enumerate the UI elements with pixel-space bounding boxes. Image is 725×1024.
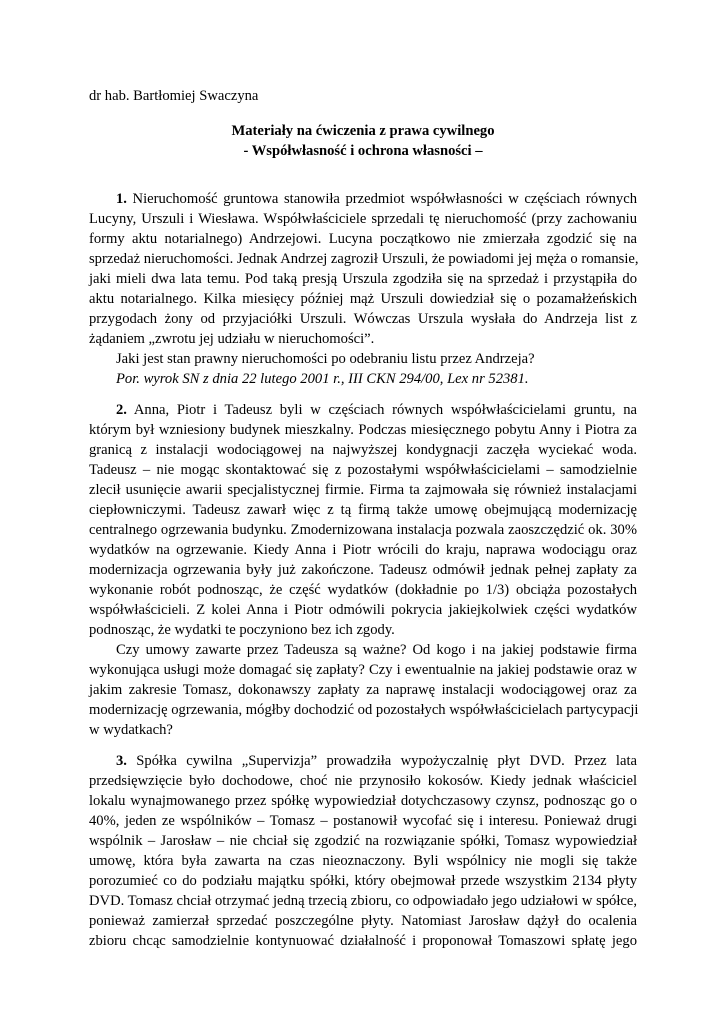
- case-2-line: granicą z instalacji wodociągowej na najwyższej kondygnacji zaczęła wyciekać woda.: [89, 442, 637, 458]
- case-2-question-line: wykonująca usługi może domagać się zapłaty? Czy i ewentualnie na jakiej podstawie oraz w: [89, 662, 637, 678]
- case-2-line: wydatków na ogrzewanie. Kiedy Anna i Piotr wrócili do kraju, naprawa wodociągu oraz: [89, 542, 637, 558]
- case-3-line: wspólnik – Jarosław – nie chciał się zgodzić na rozwiązanie spółki, Tomasz wypowiedział: [89, 833, 637, 849]
- author-line: dr hab. Bartłomiej Swaczyna: [89, 88, 259, 104]
- case-2-line: modernizacja ogrzewania były już zakończone. Tadeusz odmówił jednak pełnej zapłaty za: [89, 562, 637, 578]
- case-2-number: 2.: [116, 402, 127, 418]
- case-1-line: formy aktu notarialnego) Andrzejowi. Lucyna początkowo nie zmierzała zgodzić się na: [89, 231, 637, 247]
- case-3-line: lokalu wynajmowanego przez spółkę wypowiedział dotychczasowy czynsz, podnosząc go o: [89, 793, 637, 809]
- case-1-line: sprzedaż nieruchomości. Jednak Andrzej zagroził Urszuli, że powiadomi jej męża o romansie,: [89, 251, 639, 267]
- case-1-line: jaki mieli dwa lata temu. Pod taką presją Urszula zgodziła się na sprzedaż i przystąpiła do: [89, 271, 637, 287]
- case-1-line: żądaniem „zwrotu jej udziału w nieruchomości”.: [89, 331, 375, 347]
- case-2-line: ciepłowniczymi. Tadeusz zawarł więc z tą firmą także umowę obejmującą modernizację: [89, 502, 637, 518]
- case-2-question-line: modernizację ogrzewania, mógłby dochodzić od pozostałych współwłaścicielach partycypacji: [89, 702, 639, 718]
- case-2-line: współwłaścicieli. Z kolei Anna i Piotr odmówili pokrycia jakiejkolwiek części wydatków: [89, 602, 637, 618]
- case-1-number: 1.: [116, 191, 127, 207]
- case-2-first-line: 2. Anna, Piotr i Tadeusz byli w częściach równych współwłaścicielami gruntu, na: [116, 402, 637, 418]
- title-line-1: Materiały na ćwiczenia z prawa cywilnego: [231, 123, 495, 139]
- case-2-line: wykonanie robót podnosząc, że część wydatków (dokładnie po 1/3) obciąża pozostałych: [89, 582, 637, 598]
- case-3-line: umowę, która była zawarta na czas nieoznaczony. Byli wspólnicy nie mogli się także: [89, 853, 637, 869]
- case-3-line: ponieważ zamierzał sprzedać poszczególne płyty. Natomiast Jarosław dążył do ocalenia: [89, 913, 637, 929]
- case-2-question-line: w wydatkach?: [89, 722, 173, 738]
- case-2-line: którym był wzniesiony budynek mieszkalny. Podczas miesięcznego pobytu Anny i Piotra za: [89, 422, 637, 438]
- title-line-2: - Współwłasność i ochrona własności –: [243, 143, 483, 159]
- case-3-number: 3.: [116, 753, 127, 769]
- case-3-line: DVD. Tomasz chciał otrzymać jedną trzecią zbioru, co odpowiadało jego udziałowi w spółce,: [89, 893, 637, 909]
- case-1-question: Jaki jest stan prawny nieruchomości po odebraniu listu przez Andrzeja?: [116, 351, 535, 367]
- case-1-first-line: 1. Nieruchomość gruntowa stanowiła przedmiot współwłasności w częściach równych: [116, 191, 637, 207]
- case-1-line: Lucyny, Urszuli i Wiesława. Współwłaściciele sprzedali tę nieruchomość (przy zachowaniu: [89, 211, 637, 227]
- case-2-line: Tadeusz – nie mogąc skontaktować się z pozostałymi współwłaścicielami – samodzielnie: [89, 462, 637, 478]
- case-3-first-line: 3. Spółka cywilna „Supervizja” prowadziła wypożyczalnię płyt DVD. Przez lata: [116, 753, 637, 769]
- case-2-question-line: jakim zakresie Tomasz, dokonawszy zapłaty za naprawę instalacji wodociągowej oraz za: [89, 682, 637, 698]
- case-1-line: przygodach żony od przyjaciółki Urszuli. Wówczas Urszula wysłała do Andrzeja list z: [89, 311, 637, 327]
- case-3-line: 40%, jeden ze wspólników – Tomasz – postanowił wycofać się i interesu. Ponieważ drugi: [89, 813, 637, 829]
- case-3-line: zbioru chcąc samodzielnie kontynuować działalność i proponował Tomaszowi spłatę jego: [89, 933, 637, 949]
- case-3-line: porozumieć co do podziału majątku spółki, który obejmował przede wszystkim 2134 płyty: [89, 873, 637, 889]
- case-1-reference: Por. wyrok SN z dnia 22 lutego 2001 r., III CKN 294/00, Lex nr 52381.: [116, 371, 529, 387]
- case-3-line: przedsięwzięcie było dochodowe, choć nie przynosiło kokosów. Kiedy jednak właściciel: [89, 773, 637, 789]
- case-2-line: podnosząc, że wydatki te poczyniono bez ich zgody.: [89, 622, 395, 638]
- case-2-line: zlecił usunięcie awarii specjalistycznej firmie. Firma ta zajmowała się również instalacjami: [89, 482, 637, 498]
- case-2-line: centralnego ogrzewania budynku. Zmodernizowana instalacja pozwala zaoszczędzić ok. 30%: [89, 522, 637, 538]
- case-1-line: aktu notarialnego. Kilka miesięcy później mąż Urszuli dowiedział się o pozamałżeńskich: [89, 291, 637, 307]
- case-2-question-line: Czy umowy zawarte przez Tadeusza są ważne? Od kogo i na jakiej podstawie firma: [116, 642, 637, 658]
